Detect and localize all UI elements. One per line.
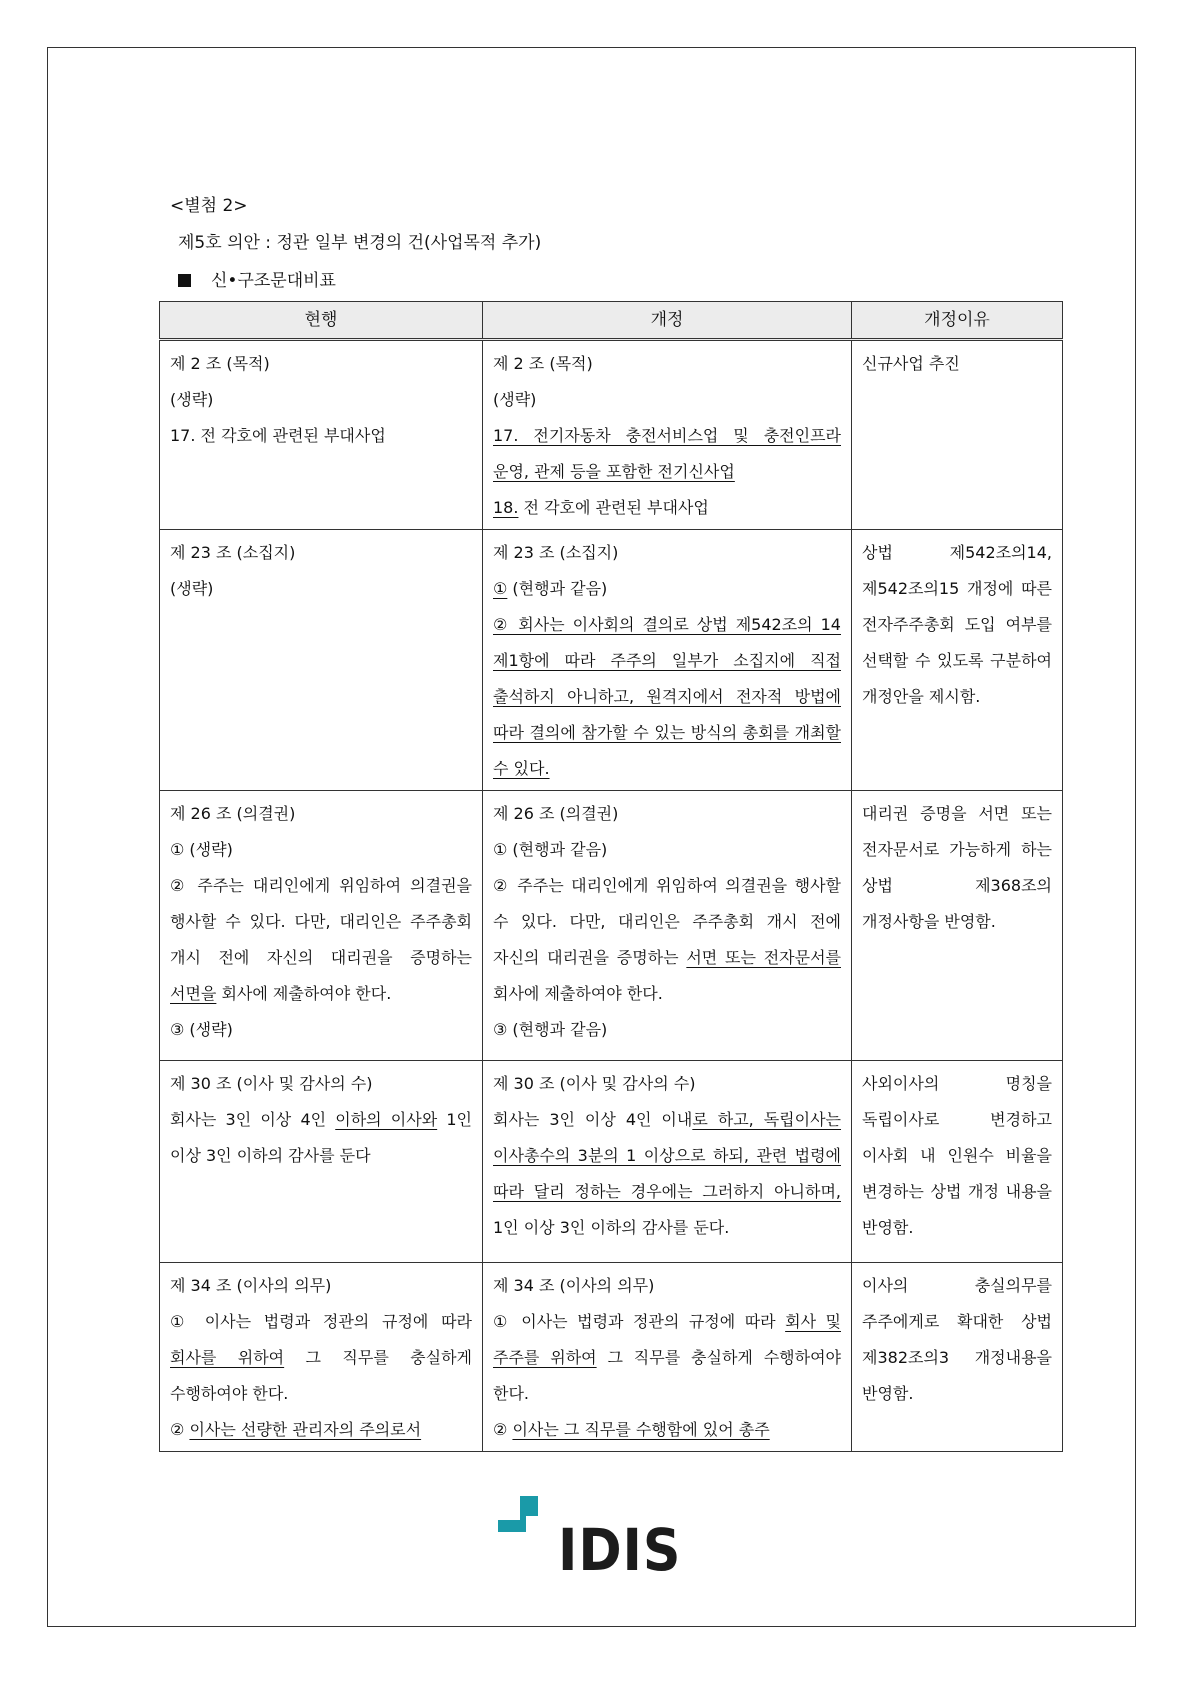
- amended-underline: 로 하고, 독립이사는 이사총수의 3분의 1 이상으로 하되, 관련 법령에 따라 달리 정하는 경우에는 그러하지 아니하며,: [493, 1110, 842, 1201]
- current-cell: [160, 340, 483, 530]
- paragraph: [170, 1412, 472, 1448]
- amended-underline: 이하의 이사와: [335, 1110, 438, 1129]
- reason-cell: 대리권 증명을 서면 또는 전자문서로 가능하게 하는 상법 제368조의 개정사항을 반영함.: [852, 791, 1063, 1061]
- article-title: 제 2 조 (목적): [493, 354, 593, 373]
- header-current: 현행: [160, 302, 483, 340]
- amended-underline: 회사 및 주주를 위하여: [493, 1312, 841, 1367]
- text-run: ① 이사는 법령과 정관의 규정에 따라: [170, 1312, 472, 1331]
- paragraph: [493, 1102, 841, 1246]
- reason-cell: 상법 제542조의14, 제542조의15 개정에 따른 전자주주총회 도입 여부를 선택할 수 있도록 구분하여 개정안을 제시함.: [852, 530, 1063, 791]
- table-header-row: [160, 302, 1063, 340]
- amended-underline: 회사를 위하여: [170, 1348, 285, 1367]
- paragraph: [170, 868, 472, 1012]
- article-title: 제 34 조 (이사의 의무): [170, 1276, 332, 1295]
- paragraph: [493, 1304, 841, 1412]
- text-line: 17. 전 각호에 관련된 부대사업: [170, 426, 386, 445]
- text-run: 회사는 3인 이상 4인: [170, 1110, 336, 1129]
- amended-text: [493, 418, 841, 490]
- article-title: 제 26 조 (의결권): [493, 804, 619, 823]
- amended-underline: 이사는 그 직무를 수행함에 있어 총주: [512, 1420, 770, 1439]
- text-run: 회사는 3인 이상 4인 이내: [493, 1110, 693, 1129]
- table-row: [160, 1263, 1063, 1452]
- current-cell: [160, 1061, 483, 1263]
- paragraph: [493, 868, 841, 1012]
- comparison-table: [159, 301, 1063, 1452]
- header-reason: 개정이유: [852, 302, 1063, 340]
- revised-cell: [483, 1061, 852, 1263]
- text-line: ③ (생략): [170, 1020, 233, 1039]
- reason-cell: 이사의 충실의무를 주주에게로 확대한 상법 제382조의3 개정내용을 반영함.: [852, 1263, 1063, 1452]
- text-run: ②: [170, 1420, 190, 1439]
- article-title: 제 30 조 (이사 및 감사의 수): [493, 1074, 696, 1093]
- square-bullet-icon: [178, 274, 191, 287]
- amended-underline: 서면을: [170, 984, 217, 1003]
- text-run: 회사에 제출하여야 한다.: [493, 984, 663, 1003]
- revised-cell: [483, 340, 852, 530]
- table-title: [178, 271, 336, 291]
- amended-underline: ② 회사는 이사회의 결의로 상법 제542조의 14 제1항에 따라 주주의 일부가 소집지에 직접 출석하지 아니하고, 원격지에서 전자적 방법에 따라 결의에 참가할 수 있는 방식의 총회를 개최할 수 있다.: [493, 615, 841, 778]
- paragraph: [170, 1304, 472, 1412]
- article-title: 제 23 조 (소집지): [493, 543, 619, 562]
- text-line: (생략): [170, 579, 214, 598]
- article-title: 제 26 조 (의결권): [170, 804, 296, 823]
- current-cell: [160, 1263, 483, 1452]
- paragraph: [493, 1412, 841, 1448]
- article-title: 제 23 조 (소집지): [170, 543, 296, 562]
- table-title-text: 신•구조문대비표: [211, 271, 336, 291]
- reason-cell: 신규사업 추진: [852, 340, 1063, 530]
- reason-cell: 사외이사의 명칭을 독립이사로 변경하고 이사회 내 인원수 비율을 변경하는 상법 개정 내용을 반영함.: [852, 1061, 1063, 1263]
- text-line: (생략): [170, 390, 214, 409]
- amended-underline: ①: [493, 579, 508, 598]
- text-line: (생략): [493, 390, 537, 409]
- table-row: [160, 530, 1063, 791]
- text-run: 1인 이상 3인 이하의 감사를 둔다.: [493, 1218, 730, 1237]
- text-tail: (현행과 같음): [507, 579, 608, 598]
- article-title: 제 2 조 (목적): [170, 354, 270, 373]
- amended-text: [493, 607, 841, 787]
- text-line: [493, 571, 841, 607]
- article-title: 제 34 조 (이사의 의무): [493, 1276, 655, 1295]
- article-title: 제 30 조 (이사 및 감사의 수): [170, 1074, 373, 1093]
- text-line: [493, 490, 841, 526]
- amended-underline: 서면 또는 전자문서를: [686, 948, 841, 967]
- revised-cell: [483, 530, 852, 791]
- revised-cell: [483, 1263, 852, 1452]
- logo-text: IDIS: [558, 1516, 682, 1584]
- text-line: ③ (현행과 같음): [493, 1020, 608, 1039]
- table-row: [160, 791, 1063, 1061]
- text-run: ② 주주는 대리인에게 위임하여 의결권을 행사할 수 있다. 다만, 대리인은 주주총회 개시 전에 자신의 대리권을 증명하는: [493, 876, 841, 967]
- text-run: 그 직무를 충실하게 수행하여야 한다.: [493, 1348, 841, 1403]
- header-revised: 개정: [483, 302, 852, 340]
- amended-underline: 17. 전기자동차 충전서비스업 및 충전인프라 운영, 관제 등을 포함한 전기신사업: [493, 426, 841, 481]
- text-tail: 전 각호에 관련된 부대사업: [518, 498, 709, 517]
- table-row: [160, 1061, 1063, 1263]
- paragraph: [170, 1102, 472, 1174]
- text-run: 회사에 제출하여야 한다.: [216, 984, 392, 1003]
- agenda-title: 제5호 의안 : 정관 일부 변경의 건(사업목적 추가): [178, 233, 542, 253]
- text-run: ① 이사는 법령과 정관의 규정에 따라: [493, 1312, 786, 1331]
- amended-underline: 이사는 선량한 관리자의 주의로서: [189, 1420, 422, 1439]
- text-run: 그 직무를 충실하게 수행하여야 한다.: [170, 1348, 472, 1403]
- text-line: ① (현행과 같음): [493, 840, 608, 859]
- table-row: [160, 340, 1063, 530]
- current-cell: [160, 791, 483, 1061]
- text-run: ② 주주는 대리인에게 위임하여 의결권을 행사할 수 있다. 다만, 대리인은 주주총회 개시 전에 자신의 대리권을 증명하는: [170, 876, 472, 967]
- revised-cell: [483, 791, 852, 1061]
- text-run: 1인 이상 3인 이하의 감사를 둔다: [170, 1110, 472, 1165]
- attachment-label: <별첨 2>: [170, 196, 248, 216]
- text-line: ① (생략): [170, 840, 233, 859]
- current-cell: [160, 530, 483, 791]
- amended-underline: 18.: [493, 498, 519, 517]
- text-run: ②: [493, 1420, 513, 1439]
